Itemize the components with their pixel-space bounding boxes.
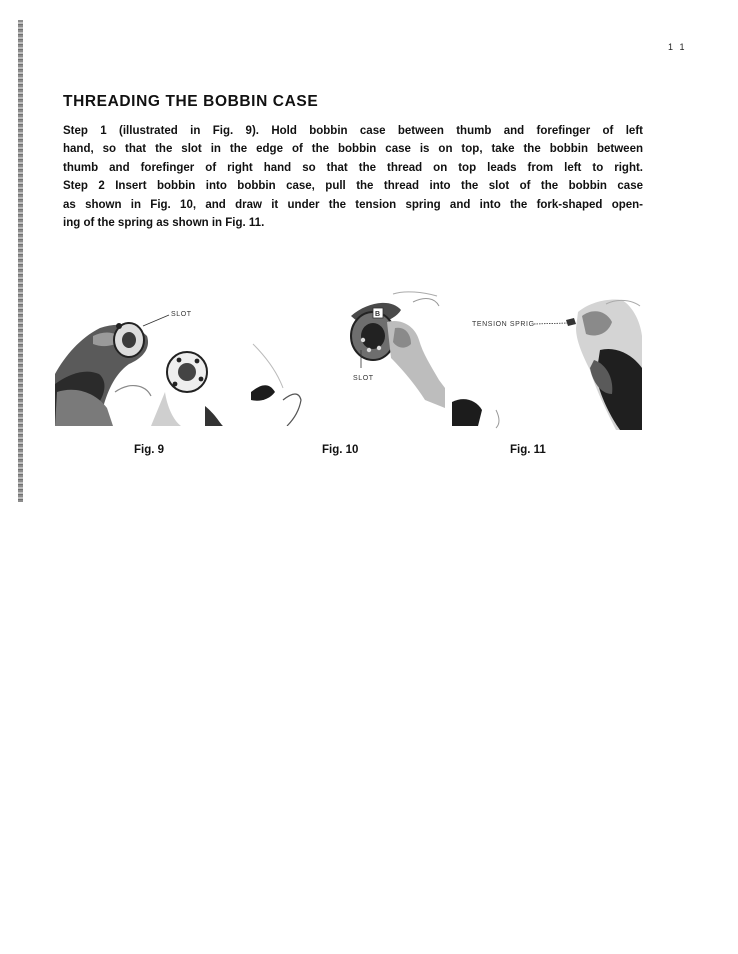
figure-9-photo bbox=[55, 296, 305, 426]
instructions-paragraph bbox=[63, 122, 643, 232]
fig11-illustration bbox=[450, 290, 645, 430]
fig10-slot-callout: SLOT bbox=[353, 375, 374, 382]
paragraph-line: Step 1 (illustrated in Fig. 9). Hold bobbin case between thumb and forefinger of left bbox=[63, 125, 643, 137]
paragraph-line: Step 2 Insert bobbin into bobbin case, pull the thread into the slot of the bobbin case bbox=[63, 180, 643, 193]
fig9-illustration bbox=[55, 296, 305, 426]
paragraph-line: as shown in Fig. 10, and draw it under the tension spring and into the fork-shaped open- bbox=[63, 198, 643, 211]
paragraph-line: thumb and forefinger of right hand so that the thread on top leads from left to right. bbox=[63, 161, 643, 174]
fig-11-caption: Fig. 11 bbox=[510, 444, 546, 456]
paragraph-line: ing of the spring as shown in Fig. 11. bbox=[63, 217, 265, 230]
figure-10-photo bbox=[335, 288, 445, 408]
fig10-marker: B bbox=[375, 311, 381, 318]
figure-11-photo bbox=[450, 290, 645, 430]
scan-binding-edge bbox=[18, 20, 23, 502]
fig-10-caption: Fig. 10 bbox=[322, 444, 359, 456]
fig10-illustration bbox=[335, 288, 445, 408]
page-number: 1 1 bbox=[668, 42, 687, 52]
section-heading: THREADING THE BOBBIN CASE bbox=[63, 93, 319, 110]
fig11-tension-spring-callout: TENSION SPRIG bbox=[472, 321, 535, 328]
paragraph-line: hand, so that the slot in the edge of the bobbin case is on top, take the bobbin between bbox=[63, 143, 643, 156]
fig-9-caption: Fig. 9 bbox=[134, 444, 165, 456]
fig9-slot-callout: SLOT bbox=[171, 311, 192, 318]
